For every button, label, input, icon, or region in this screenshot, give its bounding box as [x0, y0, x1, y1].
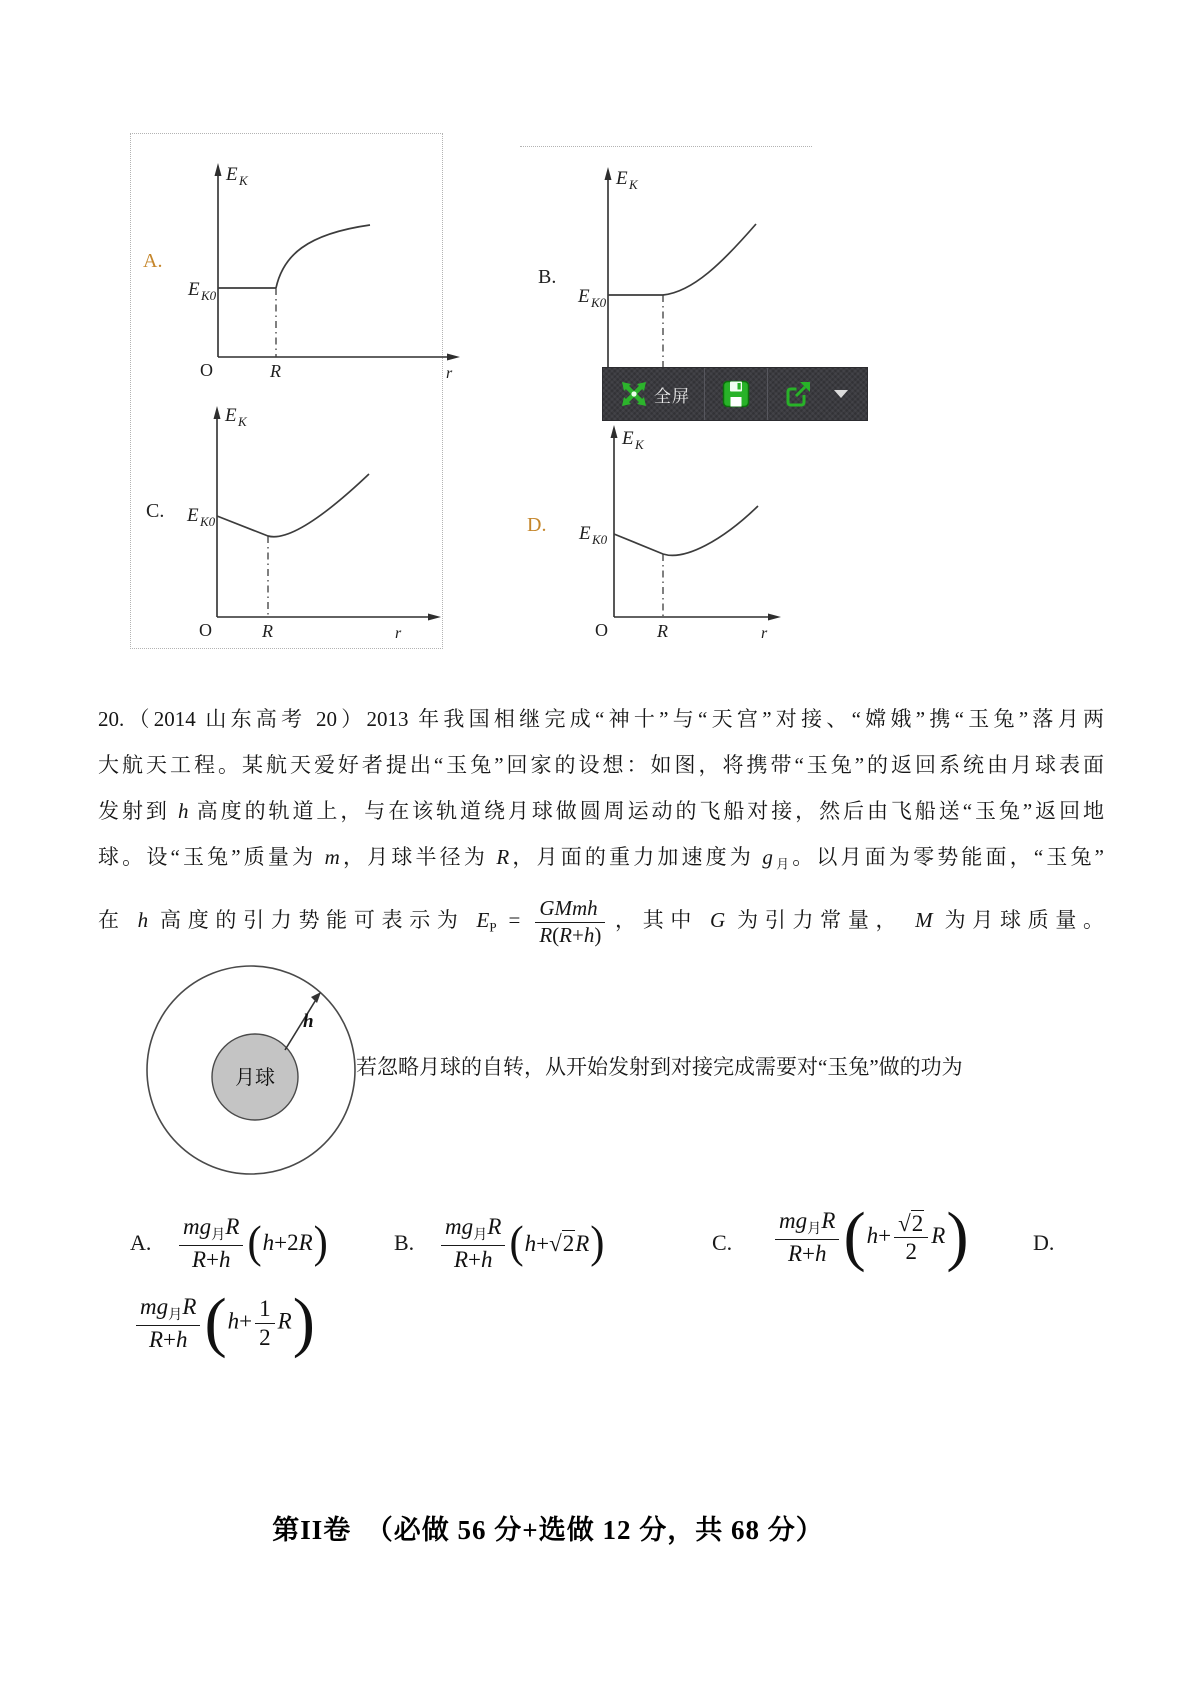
- ek0-label: E: [187, 505, 199, 526]
- h-label: h: [303, 1011, 314, 1032]
- graph-b: [560, 150, 815, 368]
- ek0-label: E: [578, 286, 590, 307]
- y-axis-arrow: [214, 406, 221, 419]
- dropdown-button[interactable]: [820, 368, 848, 420]
- question-line-4: 球。设“玉兔”质量为 m，月球半径为 R，月面的重力加速度为 $g_月$。以月面为零势能面，“玉兔”: [98, 845, 1105, 872]
- option-b-formula: $\frac{mg_月R}{R+h}$ (h+√2R): [438, 1214, 605, 1273]
- moon-label: 月球: [235, 1067, 275, 1089]
- graph-option-label-b: B.: [538, 266, 557, 288]
- r-axis-label: r: [761, 625, 768, 642]
- y-axis-arrow: [215, 163, 222, 176]
- graph-c: [175, 395, 445, 647]
- graph-option-label-d: D.: [527, 514, 547, 536]
- option-c-label: C.: [712, 1230, 733, 1255]
- ek-label: E: [622, 428, 634, 449]
- h-arrowhead: [311, 992, 321, 1003]
- curve: [276, 225, 370, 288]
- curve: [217, 474, 369, 537]
- svg-text:K0: K0: [592, 532, 608, 547]
- dropdown-arrow-icon: [834, 390, 848, 398]
- share-icon: [784, 380, 812, 408]
- option-d-label: D.: [1033, 1230, 1055, 1255]
- ek0-label: E: [188, 279, 200, 300]
- graph-option-label-c: C.: [146, 500, 165, 522]
- graph-option-label-a: A.: [143, 250, 163, 272]
- capture-toolbar: [603, 368, 867, 420]
- ek-label: E: [616, 168, 628, 189]
- r-tick-label: R: [262, 621, 273, 641]
- r-tick-label: R: [270, 361, 281, 381]
- svg-text:K0: K0: [201, 288, 217, 303]
- ek-label: E: [225, 405, 237, 426]
- y-axis-arrow: [605, 167, 612, 180]
- moon-orbit-diagram: [135, 955, 375, 1190]
- curve: [663, 224, 756, 295]
- save-button[interactable]: [705, 368, 767, 420]
- origin-label: O: [200, 360, 213, 380]
- svg-text:K: K: [635, 437, 644, 452]
- question-line-2: 大航天工程。某航天爱好者提出“玉兔”回家的设想：如图，将携带“玉兔”的返回系统由月球表面: [98, 753, 1104, 777]
- svg-text:K: K: [629, 177, 638, 192]
- ek0-label: E: [579, 523, 591, 544]
- question-line-3: 发射到 h 高度的轨道上，与在该轨道绕月球做圆周运动的飞船对接，然后由飞船送“玉兔”返回地: [98, 799, 1105, 823]
- graph-d: [555, 420, 815, 648]
- graph-a: [180, 150, 470, 385]
- x-axis-arrow: [428, 614, 441, 621]
- option-b-label: B.: [394, 1230, 415, 1255]
- option-d-formula: $\frac{mg_月R}{R+h}$ (h+ $\frac{1}{2}$ R): [133, 1290, 316, 1357]
- y-axis-arrow: [611, 425, 618, 438]
- save-icon: [722, 380, 750, 408]
- r-tick-label: R: [657, 621, 668, 641]
- question-line-5: 在 h 高度的引力势能可表示为 $E_P$ = $\frac{\text{GMmh}}{R(R+h)}$ ，其中 G 为引力常量， M 为月球质量。: [98, 896, 1105, 947]
- svg-text:K0: K0: [200, 514, 216, 529]
- share-button[interactable]: [768, 368, 820, 420]
- x-axis-arrow: [768, 614, 781, 621]
- fullscreen-label: 全屏: [654, 386, 690, 406]
- option-a-label: A.: [130, 1230, 152, 1255]
- section-heading: 第II卷 （必做 56 分+选做 12 分，共 68 分）: [272, 1515, 824, 1545]
- question-line-1: 20.（2014 山东高考 20）2013 年我国相继完成“神十”与“天宫”对接、“嫦娥”携“玉兔”落月两: [98, 707, 1104, 731]
- curve: [614, 506, 758, 555]
- ek-label: E: [226, 164, 238, 185]
- option-c-formula: $\frac{mg_月R}{R+h}$ (h+ $\frac{√2}{2}$ R): [772, 1204, 970, 1271]
- origin-label: O: [595, 620, 608, 640]
- image-placeholder-border-top-right: [520, 146, 812, 147]
- option-a-formula: $\frac{mg_月R}{R+h}$ (h+2R): [176, 1214, 329, 1273]
- fullscreen-button[interactable]: [603, 368, 704, 420]
- prompt-text: 若忽略月球的自转，从开始发射到对接完成需要对“玉兔”做的功为: [356, 1055, 963, 1079]
- origin-label: O: [199, 620, 212, 640]
- fullscreen-icon: [621, 381, 647, 407]
- svg-text:K: K: [238, 414, 247, 429]
- svg-text:K: K: [239, 173, 248, 188]
- x-axis-arrow: [447, 354, 460, 361]
- r-axis-label: r: [446, 365, 453, 382]
- r-axis-label: r: [395, 625, 402, 642]
- svg-text:K0: K0: [591, 295, 607, 310]
